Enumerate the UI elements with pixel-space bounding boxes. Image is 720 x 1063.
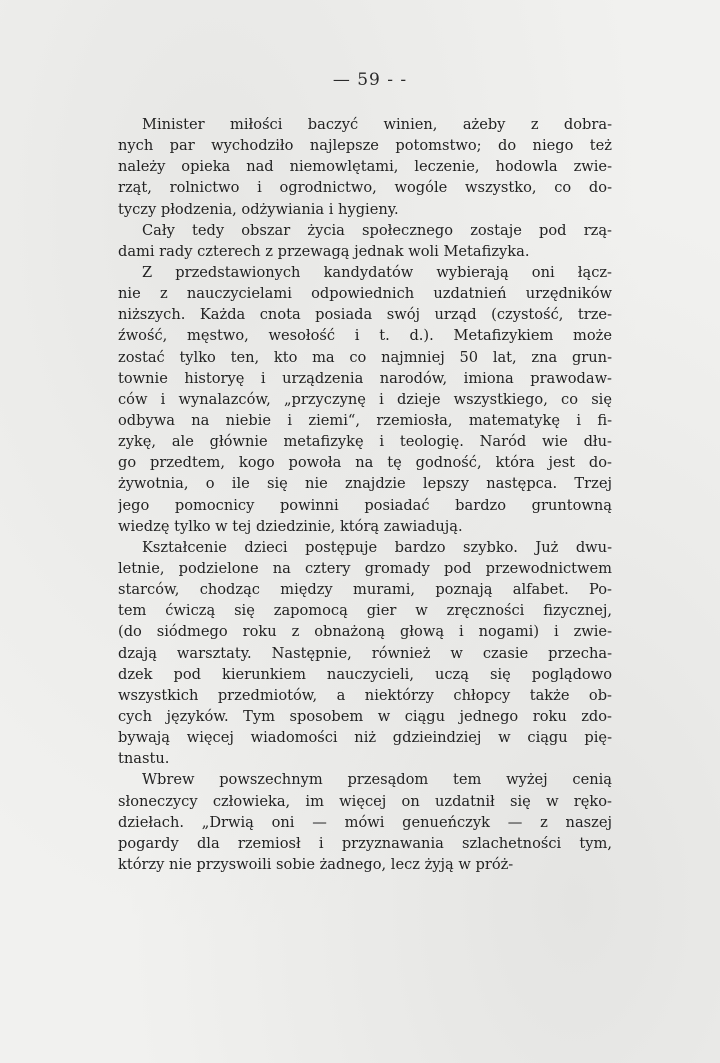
text-line: źwość, męstwo, wesołość i t. d.). Metafizykiem może [118, 327, 612, 345]
text-line: starców, chodząc między murami, poznają alfabet. Po- [118, 581, 612, 599]
paragraph [118, 114, 612, 220]
paragraph [118, 262, 612, 537]
text-line: pogardy dla rzemiosł i przyznawania szlachetności tym, [118, 834, 612, 852]
text-line: zykę, ale głównie metafizykę i teologię. Naród wie dłu- [118, 433, 612, 451]
page-number: — 59 - - [332, 70, 408, 90]
paragraph [118, 769, 612, 875]
text-line: Minister miłości baczyć winien, ażeby z dobra- [142, 116, 612, 133]
text-line: którzy nie przyswoili sobie żadnego, lecz żyją w próż- [118, 855, 514, 873]
text-line: dzają warsztaty. Następnie, również w czasie przecha- [118, 644, 612, 662]
text-line: niższych. Każda cnota posiada swój urząd (czystość, trze- [118, 306, 612, 324]
text-line: dzek pod kierunkiem nauczycieli, uczą się poglądowo [118, 665, 612, 683]
text-line: tnastu. [118, 750, 170, 768]
text-line: cych języków. Tym sposobem w ciągu jednego roku zdo- [118, 707, 612, 725]
text-line: go przedtem, kogo powoła na tę godność, która jest do- [118, 454, 612, 472]
text-line: słoneczycy człowieka, im więcej on uzdatnił się w ręko- [118, 792, 612, 810]
text-line: Cały tedy obszar życia społecznego zostaje pod rzą- [142, 221, 612, 239]
text-line: należy opieka nad niemowlętami, leczenie, hodowla zwie- [118, 158, 612, 176]
text-line: (do siódmego roku z obnażoną głową i nogami) i zwie- [118, 623, 612, 641]
text-line: jego pomocnicy powinni posiadać bardzo gruntowną [118, 496, 612, 514]
text-line: Z przedstawionych kandydatów wybierają oni łącz- [142, 263, 612, 281]
text-line: ców i wynalazców, „przyczynę i dzieje wszystkiego, co się [118, 390, 612, 408]
text-line: wiedzę tylko w tej dziedzinie, którą zawiadują. [118, 517, 463, 535]
text-line: Wbrew powszechnym przesądom tem wyżej cenią [142, 771, 612, 789]
text-line: letnie, podzielone na cztery gromady pod przewodnictwem [118, 559, 612, 577]
text-line: wszystkich przedmiotów, a niektórzy chłopcy także ob- [118, 686, 612, 704]
text-line: zostać tylko ten, kto ma co najmniej 50 lat, zna grun- [118, 348, 612, 366]
text-line: nie z nauczycielami odpowiednich uzdatnień urzędników [118, 285, 612, 303]
text-line: nych par wychodziło najlepsze potomstwo; do niego też [118, 137, 612, 155]
paragraph [118, 537, 612, 770]
body-text [118, 114, 612, 875]
text-line: dami rady czterech z przewagą jednak woli Metafizyka. [118, 242, 530, 260]
text-line: bywają więcej wiadomości niż gdzieindziej w ciągu pię- [118, 729, 612, 747]
text-line: żywotnia, o ile się nie znajdzie lepszy następca. Trzej [118, 475, 612, 493]
text-line: dziełach. „Drwią oni — mówi genueńczyk — z naszej [118, 813, 612, 831]
paragraph [118, 220, 612, 262]
text-line: rząt, rolnictwo i ogrodnictwo, wogóle wszystko, co do- [118, 179, 612, 197]
text-line: tyczy płodzenia, odżywiania i hygieny. [118, 200, 399, 218]
text-line: tem ćwiczą się zapomocą gier w zręczności fizycznej, [118, 602, 612, 620]
text-line: townie historyę i urządzenia narodów, imiona prawodaw- [118, 369, 612, 387]
text-line: Kształcenie dzieci postępuje bardzo szybko. Już dwu- [142, 538, 612, 556]
text-line: odbywa na niebie i ziemi“, rzemiosła, matematykę i fi- [118, 411, 612, 429]
